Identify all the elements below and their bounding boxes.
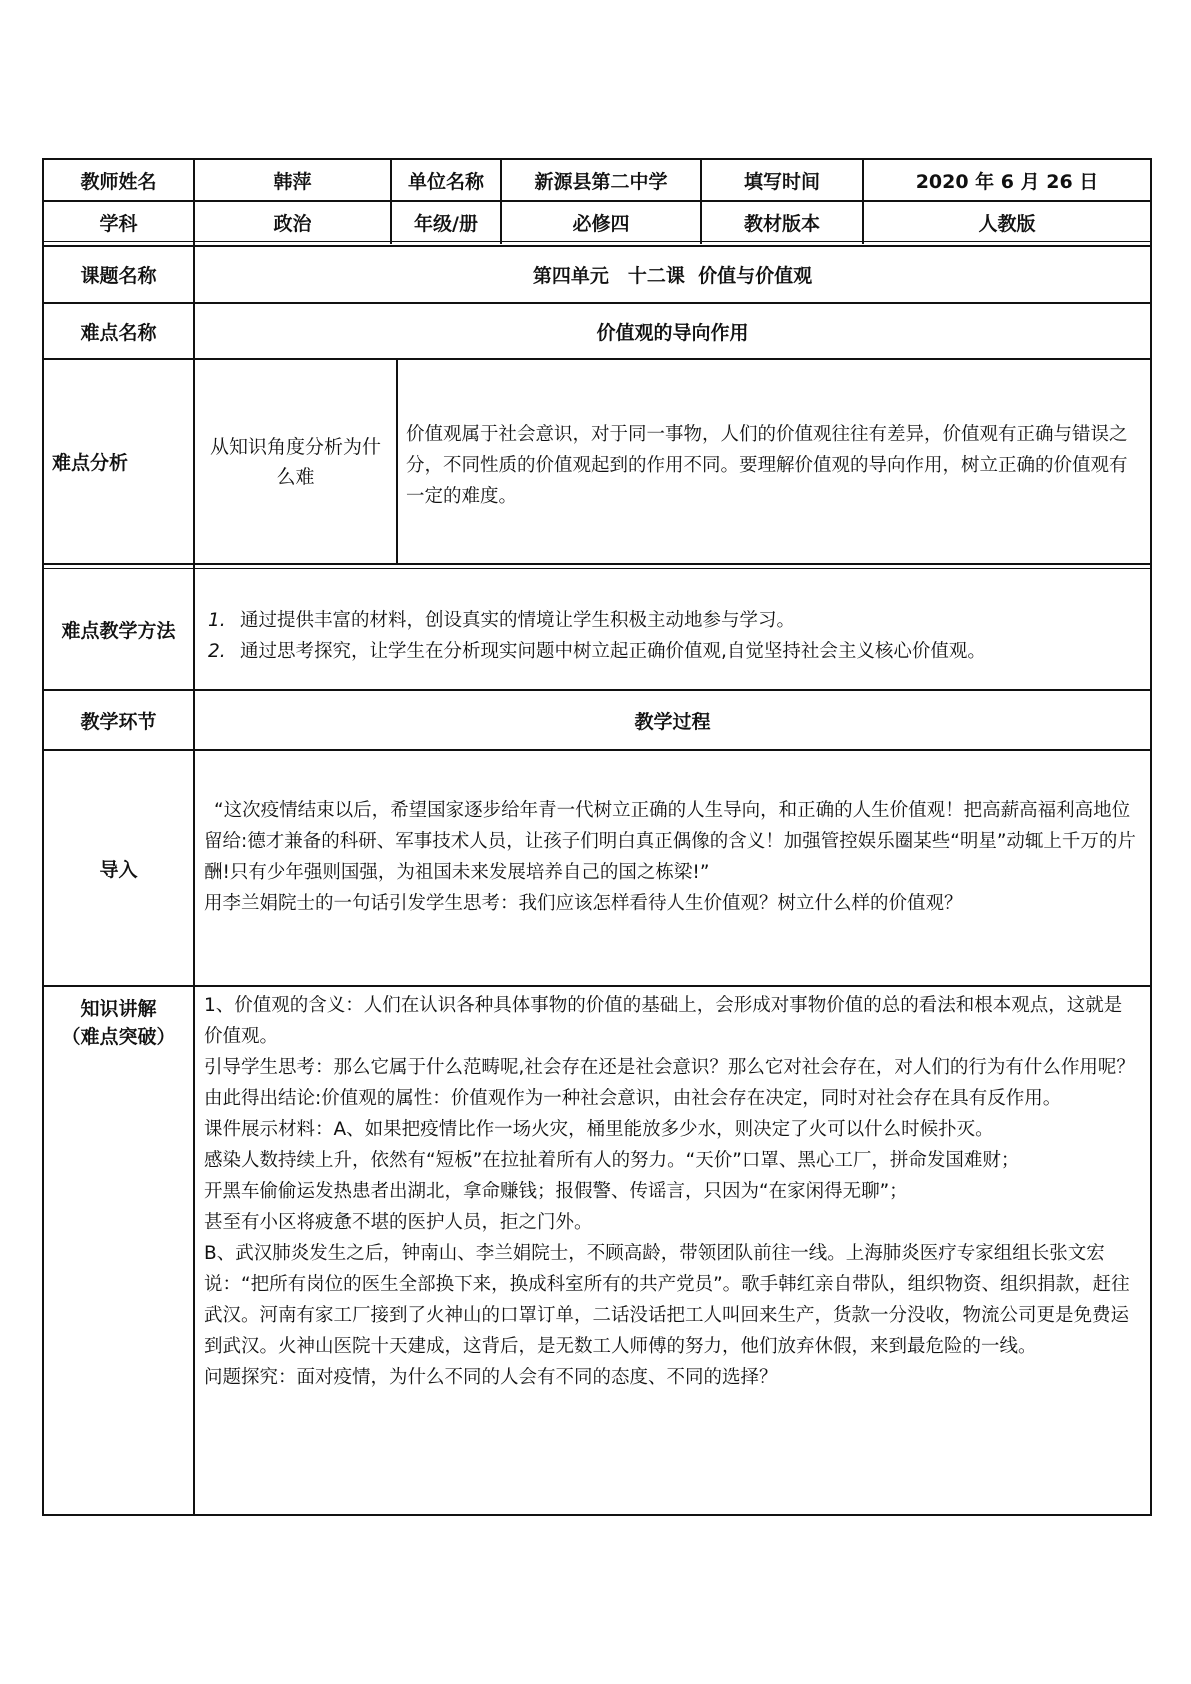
subject-value: 政治 [273, 212, 312, 235]
knowledge-paragraph: 感染人数持续上升，依然有“短板”在拉扯着所有人的努力。“天价”口罩、黑心工厂，拼命发国难财； [204, 1150, 1020, 1171]
knowledge-content [204, 990, 1139, 1393]
process-value: 教学过程 [634, 710, 711, 733]
unit-value: 新源县第二中学 [534, 170, 668, 193]
teacher-label: 教师姓名 [80, 170, 157, 193]
method-list [208, 605, 1148, 667]
intro-quote: “这次疫情结束以后，希望国家逐步给年青一代树立正确的人生导向，和正确的人生价值观！把高薪高福利高地位留给:德才兼备的科研、军事技术人员，让孩子们明白真正偶像的含义！加强管控娱乐圈某些“明星”动辄上千万的片酬!只有少年强则国强，为祖国未来发展培养自己的国之栋梁!” [204, 800, 1136, 883]
subject-label: 学科 [99, 212, 138, 235]
knowledge-label-line1: 知识讲解 [80, 998, 157, 1020]
knowledge-paragraph: 甚至有小区将疲惫不堪的医护人员，拒之门外。 [204, 1212, 593, 1233]
knowledge-paragraph: B、武汉肺炎发生之后，钟南山、李兰娟院士，不顾高龄，带领团队前往一线。上海肺炎医疗专家组组长张文宏说：“把所有岗位的医生全部换下来，换成科室所有的共产党员”。歌手韩红亲自带队，组织物资、组织捐款，赶往武汉。河南有家工厂接到了火神山的口罩订单，二话没话把工人叫回来生产，货款一分没收，物流公司更是免费运到武汉。火神山医院十天建成，这背后，是无数工人师傅的努力，他们放弃休假，来到最危险的一线。 [204, 1243, 1130, 1357]
knowledge-paragraph: 由此得出结论:价值观的属性：价值观作为一种社会意识，由社会存在决定，同时对社会存在具有反作用。 [204, 1088, 1062, 1109]
topic-label: 课题名称 [80, 265, 157, 287]
method-item-text: 通过思考探究，让学生在分析现实问题中树立起正确价值观,自觉坚持社会主义核心价值观。 [240, 641, 986, 662]
method-item-number: 1. [208, 610, 226, 631]
intro-question: 用李兰娟院士的一句话引发学生思考：我们应该怎样看待人生价值观？树立什么样的价值观？ [204, 893, 963, 914]
knowledge-label [44, 995, 193, 1051]
method-item [208, 605, 1148, 636]
knowledge-paragraph: 1、价值观的含义：人们在认识各种具体事物的价值的基础上，会形成对事物价值的总的看法和根本观点，这就是价值观。 [204, 995, 1123, 1047]
date-value: 2020 年 6 月 26 日 [915, 170, 1099, 193]
knowledge-paragraph: 问题探究：面对疫情，为什么不同的人会有不同的态度、不同的选择？ [204, 1367, 778, 1388]
method-label: 难点教学方法 [61, 619, 176, 642]
intro-label: 导入 [99, 858, 138, 881]
knowledge-paragraph: 课件展示材料：A、如果把疫情比作一场火灾，桶里能放多少水，则决定了火可以什么时候扑灭。 [204, 1119, 994, 1140]
method-item-text: 通过提供丰富的材料，创设真实的情境让学生积极主动地参与学习。 [240, 610, 796, 631]
edition-value: 人教版 [978, 212, 1036, 235]
knowledge-label-line2: （难点突破） [61, 1026, 176, 1048]
knowledge-paragraph: 引导学生思考：那么它属于什么范畴呢,社会存在还是社会意识？那么它对社会存在，对人们的行为有什么作用呢？ [204, 1057, 1135, 1078]
process-label: 教学环节 [80, 710, 157, 733]
method-item-number: 2. [208, 641, 226, 662]
analysis-label: 难点分析 [52, 452, 129, 474]
analysis-text: 价值观属于社会意识，对于同一事物，人们的价值观往往有差异，价值观有正确与错误之分，不同性质的价值观起到的作用不同。要理解价值观的导向作用，树立正确的价值观有一定的难度。 [406, 424, 1128, 507]
analysis-sub-label: 从知识角度分析为什么难 [209, 435, 381, 488]
difficulty-value: 价值观的导向作用 [596, 321, 749, 344]
edition-label: 教材版本 [743, 212, 820, 235]
knowledge-paragraph: 开黑车偷偷运发热患者出湖北，拿命赚钱；报假警、传谣言，只因为“在家闲得无聊”； [204, 1181, 908, 1202]
difficulty-label: 难点名称 [80, 321, 157, 344]
method-item [208, 636, 1148, 667]
topic-value: 第四单元 十二课 价值与价值观 [532, 265, 813, 287]
intro-content [204, 795, 1139, 919]
unit-label: 单位名称 [407, 170, 484, 193]
grade-value: 必修四 [572, 212, 630, 235]
teacher-value: 韩萍 [273, 170, 312, 193]
date-label: 填写时间 [743, 170, 820, 193]
grade-label: 年级/册 [414, 212, 478, 235]
